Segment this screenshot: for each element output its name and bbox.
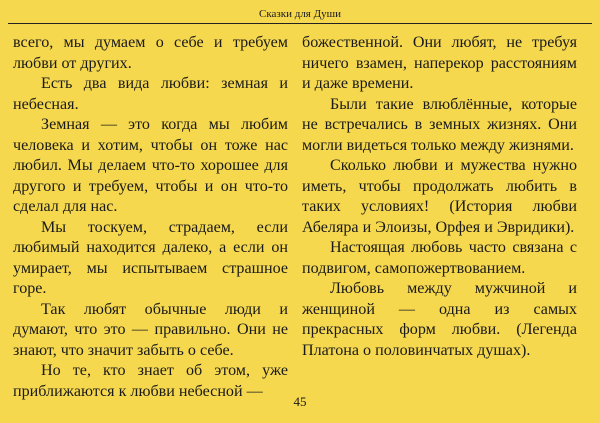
paragraph: Любовь между мужчиной и женщиной — одна из самых прекрасных форм любви. (Легенда Платона о половинчатых душах). — [302, 280, 577, 359]
paragraph: всего, мы думаем о себе и требуем любви от других. — [13, 34, 288, 72]
paragraph: Были такие влюблённые, которые не встречались в земных жизнях. Они могли видеться только между жизнями. — [302, 95, 577, 154]
paragraph: Земная — это когда мы любим человека и хотим, чтобы он тоже нас любил. Мы делаем что-то хорошее для другого и требуем, чтобы и он что-то сделал для нас. — [13, 116, 288, 215]
header-rule — [8, 23, 592, 24]
paragraph: Есть два вида любви: земная и небесная. — [13, 75, 288, 113]
paragraph: божественной. Они любят, не требуя ничего взамен, наперекор расстояниям и даже времени. — [302, 34, 577, 92]
paragraph: Так любят обычные люди и думают, что это — правильно. Они не знают, что значит забыть о себе. — [13, 300, 288, 359]
right-column — [302, 33, 577, 361]
paragraph: Сколько любви и мужества нужно иметь, чтобы продолжать любить в таких условиях! (История любви Абеляра и Элоизы, Орфея и Эвридики). — [302, 157, 577, 236]
paragraph: Мы тоскуем, страдаем, если любимый находится далеко, а если он умирает, мы испытываем страшное горе. — [13, 218, 288, 297]
page-number: 45 — [293, 394, 307, 409]
paragraph: Но те, кто знает об этом, уже приближаются к любви небесной — — [13, 362, 288, 400]
left-column — [13, 33, 288, 402]
paragraph: Настоящая любовь часто связана с подвигом, самопожертвованием. — [302, 239, 577, 277]
running-header: Сказки для Души — [259, 8, 341, 20]
